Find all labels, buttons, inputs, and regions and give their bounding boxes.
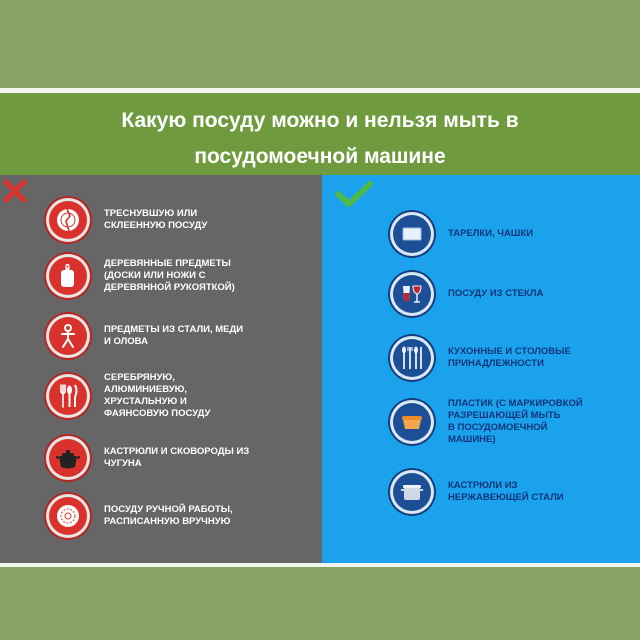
- forbidden-item-cast-iron: [46, 436, 294, 480]
- forbidden-item-metal: [46, 314, 294, 358]
- forbidden-item-handmade: [46, 494, 294, 538]
- allowed-item-glass: [390, 272, 628, 316]
- forbidden-label: ТРЕСНУВШУЮ ИЛИ СКЛЕЕННУЮ ПОСУДУ: [104, 208, 208, 231]
- allowed-label: ТАРЕЛКИ, ЧАШКИ: [448, 228, 534, 239]
- forbidden-item-silver: [46, 372, 294, 420]
- allowed-item-utensils: [390, 336, 628, 380]
- allowed-label: КАСТРЮЛИ ИЗ НЕРЖАВЕЮЩЕЙ СТАЛИ: [448, 480, 564, 503]
- allowed-label: ПОСУДУ ИЗ СТЕКЛА: [448, 288, 544, 299]
- cast-iron-pot-icon: [46, 436, 90, 480]
- allowed-item-steel: [390, 470, 628, 514]
- checkmark-icon: [334, 180, 374, 208]
- corkscrew-icon: [46, 314, 90, 358]
- forbidden-label: СЕРЕБРЯНУЮ, АЛЮМИНИЕВУЮ, ХРУСТАЛЬНУЮ И ФАЯНСОВУЮ ПОСУДУ: [104, 372, 211, 419]
- forbidden-item-wooden: [46, 254, 294, 298]
- plates-icon: [390, 212, 434, 256]
- cutting-board-icon: [46, 254, 90, 298]
- allowed-label: ПЛАСТИК (С МАРКИРОВКОЙ РАЗРЕШАЮЩЕЙ МЫТЬ В ПОСУДОМОЕЧНОЙ МАШИНЕ): [448, 398, 583, 445]
- cracked-plate-icon: [46, 198, 90, 242]
- allowed-item-plates: [390, 212, 628, 256]
- forbidden-label: ПРЕДМЕТЫ ИЗ СТАЛИ, МЕДИ И ОЛОВА: [104, 324, 244, 347]
- utensils-icon: [390, 336, 434, 380]
- painted-plate-icon: [46, 494, 90, 538]
- cross-icon: [2, 178, 28, 204]
- page-title-line-1: Какую посуду можно и нельзя мыть в: [121, 109, 519, 132]
- forbidden-label: ПОСУДУ РУЧНОЙ РАБОТЫ, РАСПИСАННУЮ ВРУЧНУЮ: [104, 504, 233, 527]
- forbidden-label: КАСТРЮЛИ И СКОВОРОДЫ ИЗ ЧУГУНА: [104, 446, 250, 469]
- glasses-icon: [390, 272, 434, 316]
- steel-pot-icon: [390, 470, 434, 514]
- bottom-background: [0, 567, 640, 640]
- cutlery-icon: [46, 374, 90, 418]
- page-title-line-2: посудомоечной машине: [194, 145, 446, 168]
- plastic-container-icon: [390, 400, 434, 444]
- allowed-item-plastic: [390, 398, 628, 446]
- forbidden-label: ДЕРЕВЯННЫЕ ПРЕДМЕТЫ (ДОСКИ ИЛИ НОЖИ С ДЕРЕВЯННОЙ РУКОЯТКОЙ): [104, 258, 235, 293]
- forbidden-item-cracked: [46, 198, 294, 242]
- top-background: [0, 0, 640, 88]
- allowed-label: КУХОННЫЕ И СТОЛОВЫЕ ПРИНАДЛЕЖНОСТИ: [448, 346, 571, 369]
